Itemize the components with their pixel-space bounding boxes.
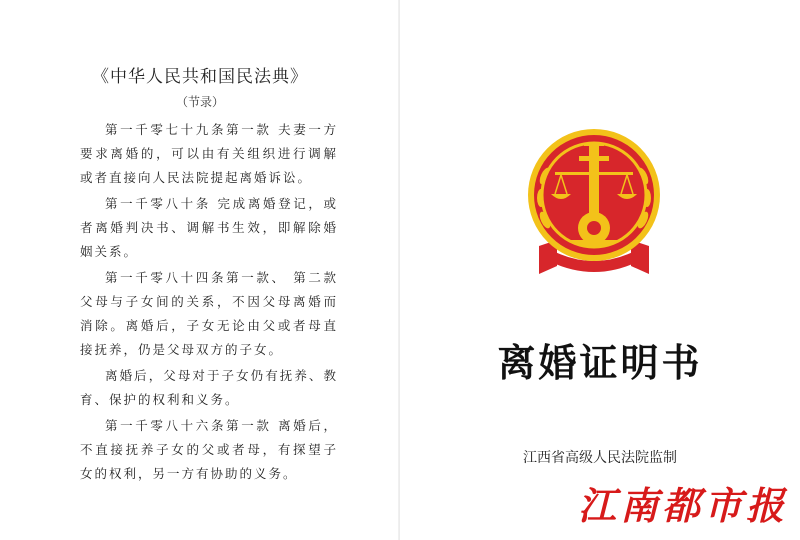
law-paragraph: 第一千零七十九条第一款 夫妻一方要求离婚的，可以由有关组织进行调解或者直接向人民法院提起离婚诉讼。 [80, 122, 338, 185]
law-paragraph: 离婚后，父母对于子女仍有抚养、教育、保护的权利和义务。 [80, 368, 338, 407]
court-emblem-icon [527, 128, 661, 282]
law-excerpt [80, 118, 338, 488]
law-paragraph: 第一千零八十六条第一款 离婚后，不直接抚养子女的父或者母，有探望子女的权利，另一方有协助的义务。 [80, 418, 338, 481]
watermark-logo: 江南都市报 [577, 484, 788, 528]
law-paragraph: 第一千零八十条 完成离婚登记，或者离婚判决书、调解书生效，即解除婚姻关系。 [80, 196, 338, 259]
law-title: 《中华人民共和国民法典》 [92, 67, 308, 87]
law-paragraph: 第一千零八十四条第一款、 第二款 父母与子女间的关系，不因父母离婚而消除。离婚后，子女无论由父或者母直接抚养，仍是父母双方的子女。 [80, 270, 338, 357]
certificate-title: 离婚证明书 [497, 340, 703, 385]
law-subtitle: （节录） [175, 95, 224, 109]
issuer-line: 江西省高级人民法院监制 [523, 450, 677, 466]
